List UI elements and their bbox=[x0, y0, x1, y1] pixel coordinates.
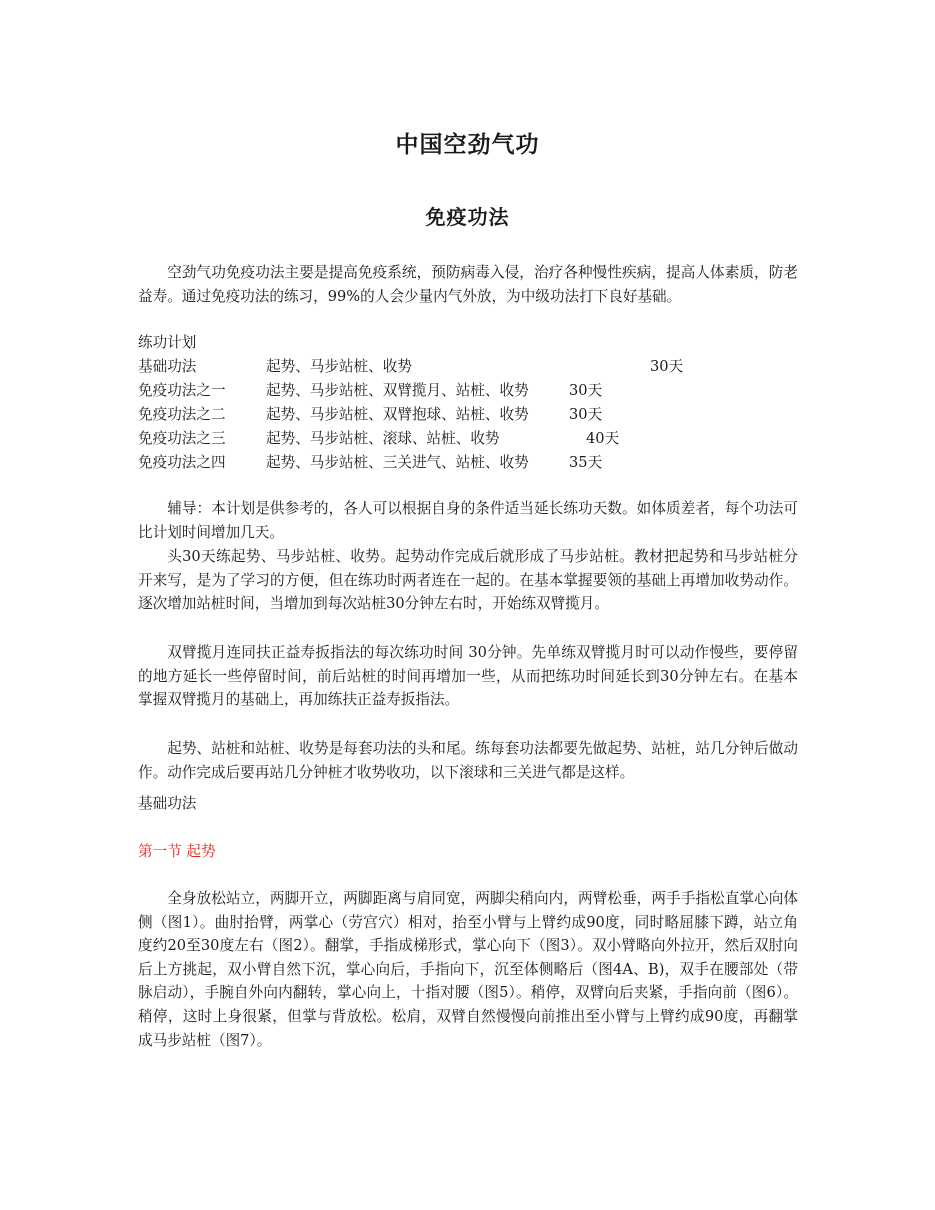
plan-days: 35天 bbox=[569, 454, 603, 471]
plan-name: 免疫功法之四 bbox=[138, 454, 226, 471]
plan-days: 40天 bbox=[586, 430, 620, 447]
plan-steps: 起势、马步站桩、双臂揽月、站桩、收势 bbox=[266, 382, 529, 399]
plan-name: 基础功法 bbox=[138, 358, 197, 375]
plan-steps: 起势、马步站桩、三关进气、站桩、收势 bbox=[266, 454, 529, 471]
plan-name: 免疫功法之三 bbox=[138, 430, 226, 447]
note-paragraph: 双臂揽月连同扶正益寿扳指法的每次练功时间 30分钟。先单练双臂揽月时可以动作慢些，要停留的地方延长一些停留时间，前后站桩的时间再增加一些，从而把练功时间延长到30分钟左右。在基本掌握双臂揽月的基础上，再加练扶正益寿扳指法。 bbox=[138, 644, 798, 709]
plan-days: 30天 bbox=[569, 382, 603, 399]
plan-steps: 起势、马步站桩、收势 bbox=[266, 358, 412, 375]
plan-steps: 起势、马步站桩、滚球、站桩、收势 bbox=[266, 430, 500, 447]
plan-row bbox=[138, 427, 738, 451]
plan-row bbox=[138, 355, 738, 379]
plan-heading: 练功计划 bbox=[138, 334, 197, 351]
document-title: 中国空劲气功 bbox=[395, 131, 540, 158]
note-paragraph: 头30天练起势、马步站桩、收势。起势动作完成后就形成了马步站桩。教材把起势和马步站桩分开来写，是为了学习的方便，但在练功时两者连在一起的。在基本掌握要领的基础上再增加收势动作。逐次增加站桩时间，当增加到每次站桩30分钟左右时，开始练双臂揽月。 bbox=[138, 548, 798, 613]
plan-name: 免疫功法之一 bbox=[138, 382, 226, 399]
plan-name: 免疫功法之二 bbox=[138, 406, 226, 423]
note-paragraph: 辅导：本计划是供参考的，各人可以根据自身的条件适当延长练功天数。如体质差者，每个功法可比计划时间增加几天。 bbox=[138, 500, 798, 541]
plan-row bbox=[138, 379, 738, 403]
plan-steps: 起势、马步站桩、双臂抱球、站桩、收势 bbox=[266, 406, 529, 423]
section-heading: 第一节 起势 bbox=[138, 843, 216, 860]
plan-days: 30天 bbox=[569, 406, 603, 423]
section-body: 全身放松站立，两脚开立，两脚距离与肩同宽，两脚尖稍向内，两臂松垂，两手手指松直掌心向体侧（图1）。曲肘抬臂，两掌心（劳宫穴）相对，抬至小臂与上臂约成90度，同时略屈膝下蹲，站立角度约20至30度左右（图2）。翻掌，手指成梯形式，掌心向下（图3）。双小臂略向外拉开，然后双肘向后上方挑起，双小臂自然下沉，掌心向后，手指向下，沉至体侧略后（图4A、B)，双手在腰部处（带脉启动），手腕自外向内翻转，掌心向上，十指对腰（图5）。稍停，双臂向后夹紧，手指向前（图6）。稍停，这时上身很紧，但掌与背放松。松肩，双臂自然慢慢向前推出至小臂与上臂约成90度，再翻掌成马步站桩（图7）。 bbox=[138, 890, 798, 1049]
document-subtitle: 免疫功法 bbox=[425, 205, 510, 229]
intro-paragraph: 空劲气功免疫功法主要是提高免疫系统，预防病毒入侵，治疗各种慢性疾病，提高人体素质，防老益寿。通过免疫功法的练习，99%的人会少量内气外放，为中级功法打下良好基础。 bbox=[138, 264, 798, 305]
basic-heading: 基础功法 bbox=[138, 795, 197, 812]
plan-days: 30天 bbox=[650, 358, 684, 375]
plan-row bbox=[138, 451, 738, 475]
note-paragraph: 起势、站桩和站桩、收势是每套功法的头和尾。练每套功法都要先做起势、站桩，站几分钟后做动作。动作完成后要再站几分钟桩才收势收功，以下滚球和三关进气都是这样。 bbox=[138, 740, 798, 781]
plan-row bbox=[138, 403, 738, 427]
